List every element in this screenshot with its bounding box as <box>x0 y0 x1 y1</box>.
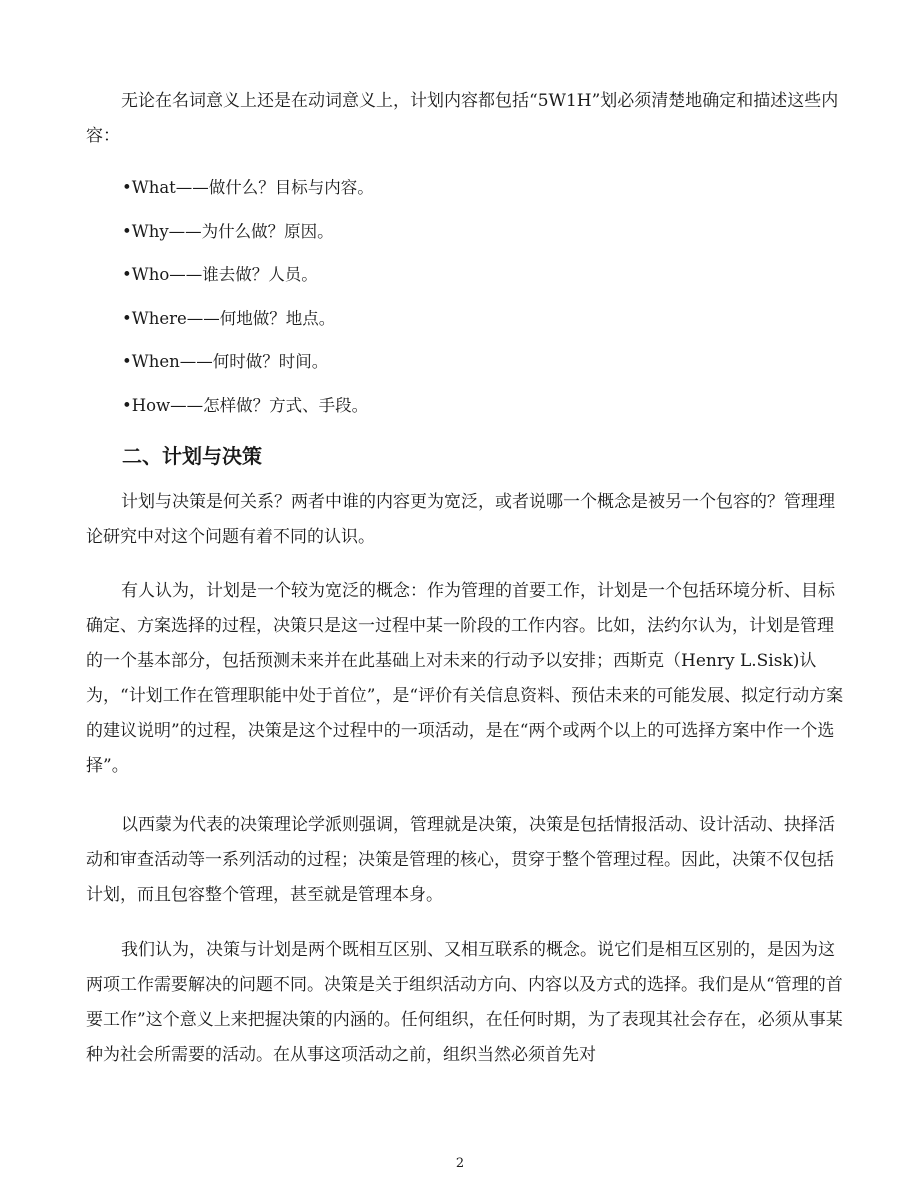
list-item-text: How——怎样做？方式、手段。 <box>131 396 369 415</box>
list-item <box>122 220 334 244</box>
list-item-text: Where——何地做？地点。 <box>131 309 336 328</box>
list-item-text: When——何时做？时间。 <box>131 352 329 371</box>
list-item <box>122 394 368 418</box>
paragraph-text: 有人认为，计划是一个较为宽泛的概念：作为管理的首要工作，计划是一个包括环境分析、目标确定、方案选择的过程，决策只是这一过程中某一阶段的工作内容。比如，法约尔认为，计划是管理的一个基本部分，包括预测未来并在此基础上对未来的行动予以安排；西斯克（Henry L.Sisk)认为，“计划工作在管理职能中处于首位”，是“评价有关信息资料、预估未来的可能发展、拟定行动方案的建议说明”的过程，决策是这个过程中的一项活动，是在“两个或两个以上的可选择方案中作一个选择”。 <box>86 581 844 776</box>
intro-text: 无论在名词意义上还是在动词意义上，计划内容都包括“5W1H”划必须清楚地确定和描述这些内容： <box>86 91 839 146</box>
list-item-text: Why——为什么做？原因。 <box>131 222 334 241</box>
intro-paragraph <box>86 84 850 154</box>
page-number: 2 <box>455 1156 465 1171</box>
bullet-marker: • <box>122 309 132 328</box>
paragraph-text: 以西蒙为代表的决策理论学派则强调，管理就是决策，决策是包括情报活动、设计活动、抉择活动和审查活动等一系列活动的过程；决策是管理的核心，贯穿于整个管理过程。因此，决策不仅包括计划，而且包容整个管理，甚至就是管理本身。 <box>86 815 835 905</box>
body-paragraph <box>86 808 850 913</box>
bullet-marker: • <box>122 222 132 241</box>
body-paragraph <box>86 485 850 555</box>
paragraph-text: 我们认为，决策与计划是两个既相互区别、又相互联系的概念。说它们是相互区别的，是因为这两项工作需要解决的问题不同。决策是关于组织活动方向、内容以及方式的选择。我们是从“管理的首要工作”这个意义上来把握决策的内涵的。任何组织，在任何时期，为了表现其社会存在，必须从事某种为社会所需要的活动。在从事这项活动之前，组织当然必须首先对 <box>86 940 843 1065</box>
bullet-marker: • <box>122 396 132 415</box>
body-paragraph <box>86 933 850 1073</box>
bullet-marker: • <box>122 265 132 284</box>
list-item-text: What——做什么？目标与内容。 <box>131 178 374 197</box>
bullet-marker: • <box>122 352 132 371</box>
paragraph-text: 计划与决策是何关系？两者中谁的内容更为宽泛，或者说哪一个概念是被另一个包容的？管理理论研究中对这个问题有着不同的认识。 <box>86 492 835 547</box>
section-heading: 二、计划与决策 <box>122 444 262 468</box>
list-item <box>122 263 318 287</box>
list-item <box>122 307 335 331</box>
list-item-text: Who——谁去做？人员。 <box>131 265 318 284</box>
body-paragraph <box>86 574 850 784</box>
bullet-marker: • <box>122 178 132 197</box>
list-item <box>122 350 328 374</box>
list-item <box>122 176 374 200</box>
